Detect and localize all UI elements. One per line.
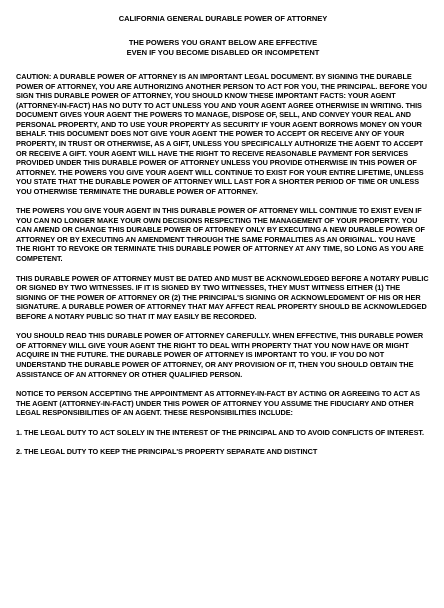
durability-paragraph: THE POWERS YOU GIVE YOUR AGENT IN THIS DURABLE POWER OF ATTORNEY WILL CONTINUE TO EXIST EVEN IF YOU CAN NO LONGER MAKE YOUR OWN DECISIONS RESPECTING THE MANAGEMENT OF YOUR PROPERTY. YOU CAN AMEND OR CHANGE THIS DURABLE POWER OF ATTORNEY ONLY BY EXECUTING A NEW DURABLE POWER OF ATTORNEY OR BY EXECUTING AN AMENDMENT THROUGH THE SAME FORMALITIES AS AN ORIGINAL. YOU HAVE THE RIGHT TO REVOKE OR TERMINATE THIS DURABLE POWER OF ATTORNEY AT ANY TIME, SO LONG AS YOU ARE COMPETENT.	[16, 206, 425, 264]
notice-to-agent-paragraph: NOTICE TO PERSON ACCEPTING THE APPOINTMENT AS ATTORNEY-IN-FACT BY ACTING OR AGREEING TO ACT AS THE AGENT (ATTORNEY-IN-FACT) UNDER THIS POWER OF ATTORNEY YOU ASSUME THE FIDUCIARY AND OTHER LEGAL RESPONSIBILITIES OF AN AGENT. THESE RESPONSIBILITIES INCLUDE:	[16, 389, 420, 418]
caution-paragraph: CAUTION: A DURABLE POWER OF ATTORNEY IS AN IMPORTANT LEGAL DOCUMENT. BY SIGNING THE DURABLE POWER OF ATTORNEY, YOU ARE AUTHORIZING ANOTHER PERSON TO ACT FOR YOU, THE PRINCIPAL. BEFORE YOU SIGN THIS DURABLE POWER OF ATTORNEY, YOU SHOULD KNOW THESE IMPORTANT FACTS: YOUR AGENT (ATTORNEY-IN-FACT) HAS NO DUTY TO ACT UNLESS YOU AND YOUR AGENT AGREE OTHERWISE IN WRITING. THIS DOCUMENT GIVES YOUR AGENT THE POWERS TO MANAGE, DISPOSE OF, SELL, AND CONVEY YOUR REAL AND PERSONAL PROPERTY, AND TO USE YOUR PROPERTY AS SECURITY IF YOUR AGENT BORROWS MONEY ON YOUR BEHALF. THIS DOCUMENT DOES NOT GIVE YOUR AGENT THE POWER TO ACCEPT OR RECEIVE ANY OF YOUR PROPERTY, IN TRUST OR OTHERWISE, AS A GIFT, UNLESS YOU SPECIFICALLY AUTHORIZE THE AGENT TO ACCEPT OR RECEIVE A GIFT. YOUR AGENT WILL HAVE THE RIGHT TO RECEIVE REASONABLE PAYMENT FOR SERVICES PROVIDED UNDER THIS DURABLE POWER OF ATTORNEY UNLESS YOU PROVIDE OTHERWISE IN THIS POWER OF ATTORNEY. THE POWERS YOU GIVE YOUR AGENT WILL CONTINUE TO EXIST FOR YOUR ENTIRE LIFETIME, UNLESS YOU STATE THAT THE DURABLE POWER OF ATTORNEY WILL LAST FOR A SHORTER PERIOD OF TIME OR UNLESS YOU OTHERWISE TERMINATE THE DURABLE POWER OF ATTORNEY.	[16, 72, 427, 196]
document-subtitle	[16, 38, 430, 57]
duty-item-2: 2. THE LEGAL DUTY TO KEEP THE PRINCIPAL'S PROPERTY SEPARATE AND DISTINCT	[16, 447, 318, 457]
document-title: CALIFORNIA GENERAL DURABLE POWER OF ATTORNEY	[118, 14, 328, 23]
subtitle-line-2: EVEN IF YOU BECOME DISABLED OR INCOMPETENT	[126, 47, 320, 57]
execution-requirements-paragraph: THIS DURABLE POWER OF ATTORNEY MUST BE DATED AND MUST BE ACKNOWLEDGED BEFORE A NOTARY PUBLIC OR SIGNED BY TWO WITNESSES. IF IT IS SIGNED BY TWO WITNESSES, THEY MUST WITNESS EITHER (1) THE SIGNING OF THE POWER OF ATTORNEY OR (2) THE PRINCIPAL'S SIGNING OR ACKNOWLEDGMENT OF HIS OR HER SIGNATURE. A DURABLE POWER OF ATTORNEY THAT MAY AFFECT REAL PROPERTY SHOULD BE ACKNOWLEDGED BEFORE A NOTARY PUBLIC SO THAT IT MAY EASILY BE RECORDED.	[16, 273, 429, 321]
duty-item-1: 1. THE LEGAL DUTY TO ACT SOLELY IN THE INTEREST OF THE PRINCIPAL AND TO AVOID CONFLICTS OF INTEREST.	[16, 427, 424, 437]
subtitle-line-1: THE POWERS YOU GRANT BELOW ARE EFFECTIVE	[128, 38, 318, 47]
read-carefully-paragraph: YOU SHOULD READ THIS DURABLE POWER OF ATTORNEY CAREFULLY. WHEN EFFECTIVE, THIS DURABLE POWER OF ATTORNEY WILL GIVE YOUR AGENT THE RIGHT TO DEAL WITH PROPERTY THAT YOU NOW HAVE OR MIGHT ACQUIRE IN THE FUTURE. THE DURABLE POWER OF ATTORNEY IS IMPORTANT TO YOU. IF YOU DO NOT UNDERSTAND THE DURABLE POWER OF ATTORNEY, OR ANY PROVISION OF IT, THEN YOU SHOULD OBTAIN THE ASSISTANCE OF AN ATTORNEY OR OTHER QUALIFIED PERSON.	[16, 331, 424, 379]
